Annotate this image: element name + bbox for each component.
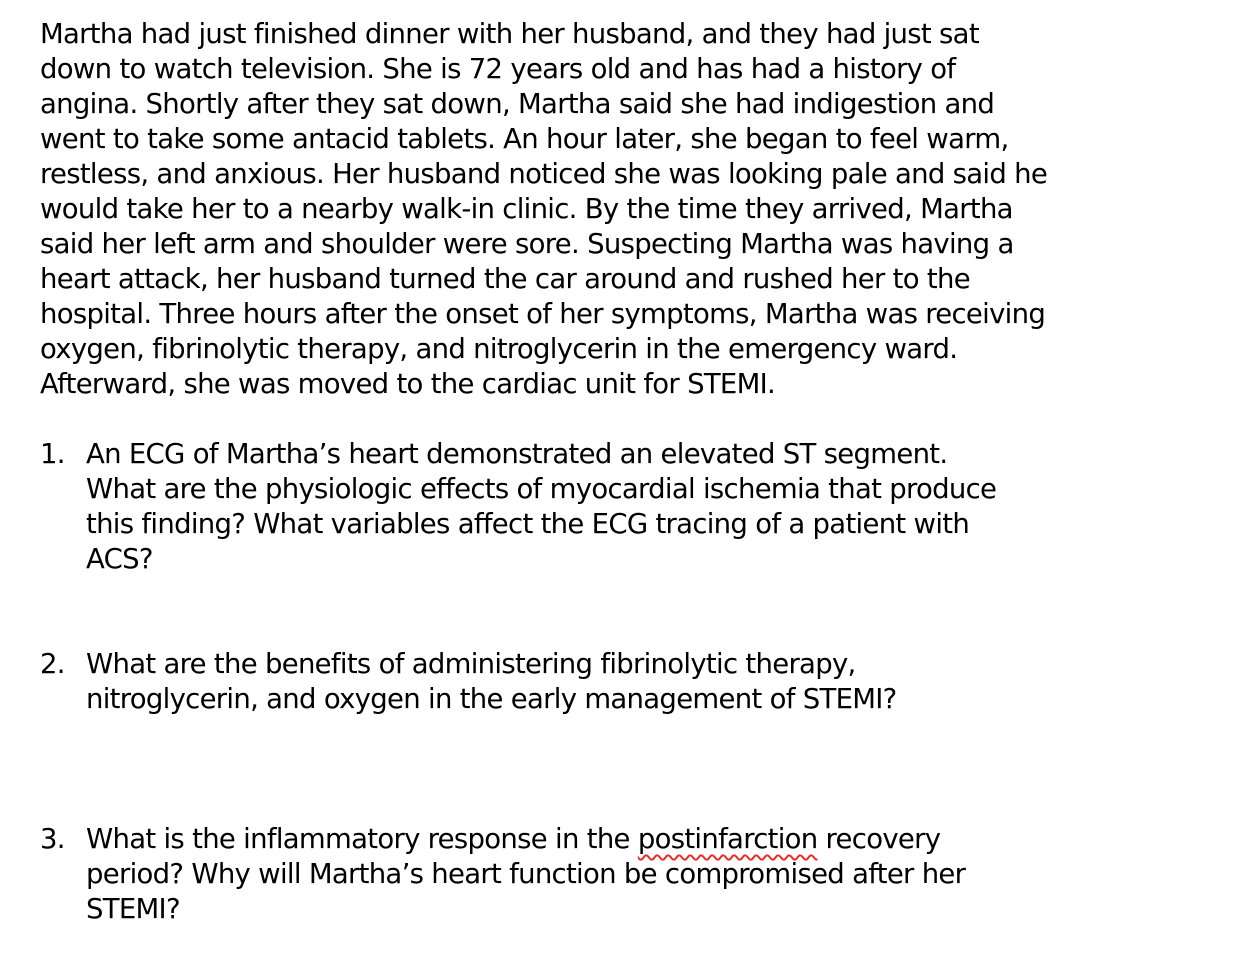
question-item-1 — [40, 437, 1086, 577]
question-text-part: What is the inflammatory response in the — [86, 823, 638, 855]
question-text: What are the benefits of administering fibrinolytic therapy, nitroglycerin, and oxygen in the early management of STEMI? — [86, 648, 897, 715]
document-body — [40, 17, 1100, 925]
misspelled-word[interactable]: postinfarction — [637, 823, 818, 855]
question-text — [86, 822, 1086, 927]
question-number: 3. — [40, 823, 65, 855]
question-text: An ECG of Martha’s heart demonstrated an elevated ST segment. What are the physiologic effects of myocardial ischemia that produce this finding? What variables affect the ECG tracing of a patient with ACS? — [86, 438, 997, 575]
question-item-3 — [40, 822, 1086, 927]
question-item-2 — [40, 647, 1086, 717]
question-text-part: recovery period? Why will Martha’s heart function be compromised after her STEMI? — [86, 823, 966, 925]
question-number: 1. — [40, 438, 65, 470]
question-number: 2. — [40, 648, 65, 680]
case-study-paragraph: Martha had just finished dinner with her husband, and they had just sat down to watch television. She is 72 years old and has had a history of angina. Shortly after they sat down, Martha said she had indigestion and went to take some antacid tablets. An hour later, she began to feel warm, restless, and anxious. Her husband noticed she was looking pale and said he would take her to a nearby walk-in clinic. By the time they arrived, Martha said her left arm and shoulder were sore. Suspecting Martha was having a heart attack, her husband turned the car around and rushed her to the hospital. Three hours after the onset of her symptoms, Martha was receiving oxygen, fibrinolytic therapy, and nitroglycerin in the emergency ward. Afterward, she was moved to the cardiac unit for STEMI. — [40, 18, 1048, 400]
